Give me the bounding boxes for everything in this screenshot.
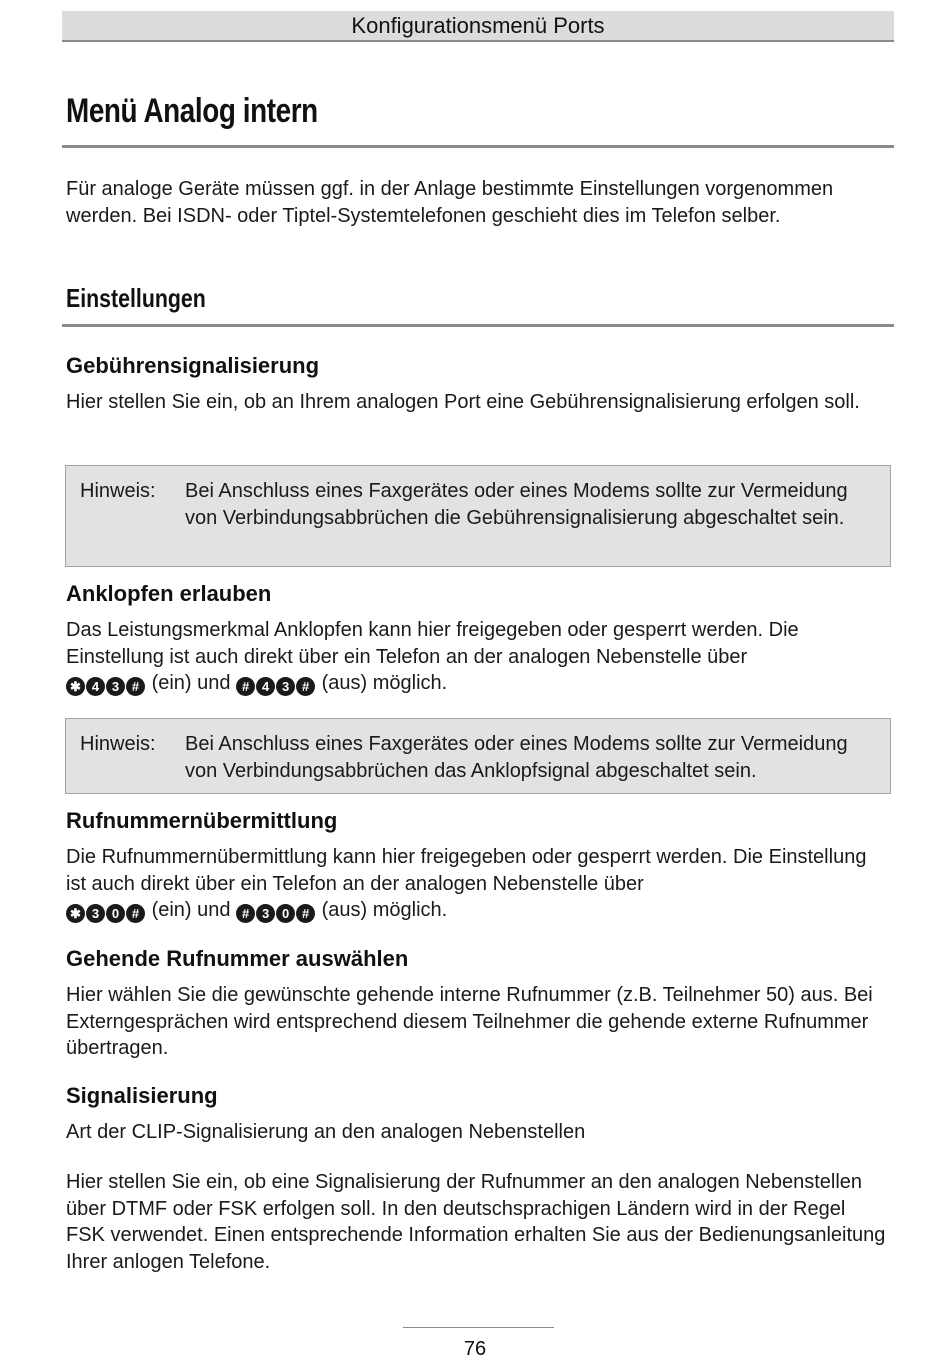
key-3-icon: 3 [276, 677, 295, 696]
key-hash-icon: # [296, 904, 315, 923]
running-header-title: Konfigurationsmenü Ports [351, 13, 605, 38]
footer-rule [403, 1327, 554, 1328]
section-title: Einstellungen [66, 283, 206, 313]
heading-gebuehrensignalisierung: Gebührensignalisierung [66, 353, 320, 378]
key-hash-icon: # [126, 677, 145, 696]
signal-paragraph: Hier stellen Sie ein, ob eine Signalisierung der Rufnummer an den analogen Nebenstellen über DTMF oder FSK erfolgen soll. In den deutschsprachigen Ländern wird in der Regel FSK verwendet. Einen entsprechende Information erhalten Sie aus der Bedienungsanleitung Ihrer anlogen Telefone. [66, 1171, 886, 1273]
key-hash-icon: # [236, 904, 255, 923]
key-3-icon: 3 [256, 904, 275, 923]
gehende-paragraph: Hier wählen Sie die gewünschte gehende interne Rufnummer (z.B. Teilnehmer 50) aus. Bei Externgesprächen wird entsprechend diesem Teilnehmer die gehende externe Rufnummer übertragen. [66, 984, 873, 1059]
key-code-on [66, 899, 146, 921]
key-4-icon: 4 [256, 677, 275, 696]
running-header [62, 11, 894, 42]
rufnummer-text: Die Rufnummernübermittlung kann hier freigegeben oder gesperrt werden. Die Einstellung ist auch direkt über ein Telefon an der analogen Nebenstelle über [66, 846, 867, 895]
key-code-off [236, 672, 316, 694]
note-label: Hinweis: [80, 480, 156, 502]
code-off-label: (aus) möglich. [321, 672, 448, 694]
note-text: Bei Anschluss eines Faxgerätes oder eines Modems sollte zur Vermeidung von Verbindungsabbrüchen die Gebührensignalisierung abgeschaltet sein. [185, 480, 848, 529]
signal-subtitle: Art der CLIP-Signalisierung an den analogen Nebenstellen [66, 1121, 586, 1143]
page-title: Menü Analog intern [66, 92, 318, 130]
code-on-label: (ein) und [151, 672, 231, 694]
note-box-gebuehren [65, 465, 891, 567]
key-star-icon: ✱ [66, 677, 85, 696]
heading-gehende-rufnummer: Gehende Rufnummer auswählen [66, 946, 409, 971]
key-0-icon: 0 [276, 904, 295, 923]
key-hash-icon: # [296, 677, 315, 696]
key-3-icon: 3 [106, 677, 125, 696]
key-code-off [236, 899, 316, 921]
title-rule [62, 145, 894, 148]
code-off-label: (aus) möglich. [321, 899, 448, 921]
key-3-icon: 3 [86, 904, 105, 923]
heading-rufnummernuebermittlung: Rufnummernübermittlung [66, 808, 338, 833]
page-number: 76 [463, 1338, 487, 1360]
section-rule [62, 324, 894, 327]
anklopfen-paragraph [66, 617, 888, 697]
note-label: Hinweis: [80, 733, 156, 755]
heading-signalisierung: Signalisierung [66, 1083, 218, 1108]
key-4-icon: 4 [86, 677, 105, 696]
key-star-icon: ✱ [66, 904, 85, 923]
anklopfen-text: Das Leistungsmerkmal Anklopfen kann hier freigegeben oder gesperrt werden. Die Einstellung ist auch direkt über ein Telefon an der analogen Nebenstelle über [66, 619, 799, 668]
key-0-icon: 0 [106, 904, 125, 923]
intro-paragraph: Für analoge Geräte müssen ggf. in der Anlage bestimmte Einstellungen vorgenommen werden. Bei ISDN- oder Tiptel-Systemtelefonen geschieht dies im Telefon selber. [66, 178, 834, 227]
gebuehren-paragraph: Hier stellen Sie ein, ob an Ihrem analogen Port eine Gebührensignalisierung erfolgen soll. [66, 391, 860, 413]
rufnummer-paragraph [66, 844, 888, 924]
note-box-anklopfen [65, 718, 891, 794]
note-text: Bei Anschluss eines Faxgerätes oder eines Modems sollte zur Vermeidung von Verbindungsabbrüchen das Anklopfsignal abgeschaltet sein. [185, 733, 848, 782]
code-on-label: (ein) und [151, 899, 231, 921]
key-code-on [66, 672, 146, 694]
key-hash-icon: # [126, 904, 145, 923]
heading-anklopfen: Anklopfen erlauben [66, 581, 272, 606]
key-hash-icon: # [236, 677, 255, 696]
